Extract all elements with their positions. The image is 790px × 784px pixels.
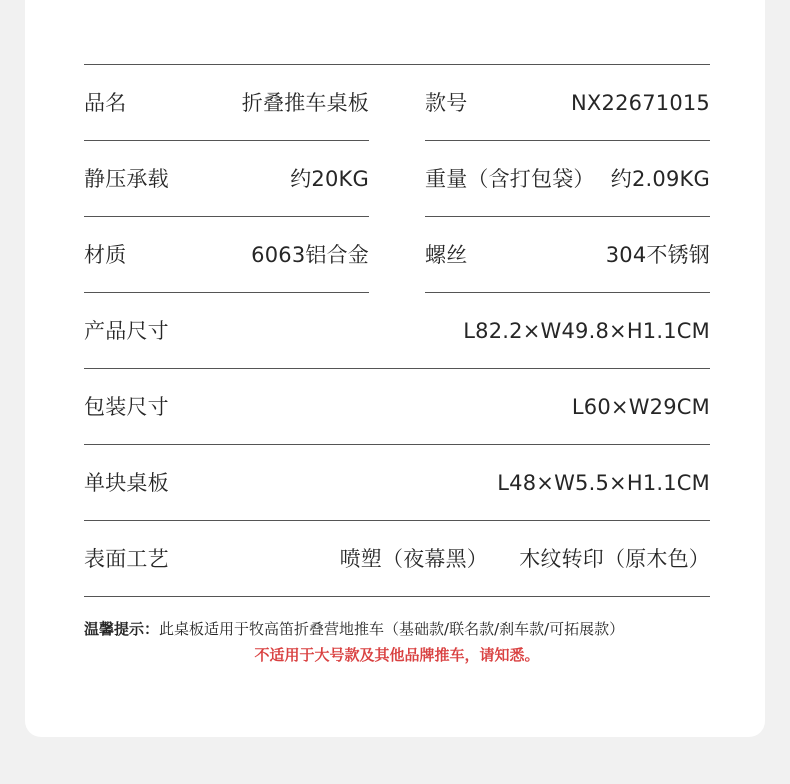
spec-label: 静压承载: [84, 166, 169, 191]
notice-warning: 不适用于大号款及其他品牌推车，请知悉。: [254, 646, 540, 664]
spec-value: L60×W29CM: [571, 394, 710, 419]
spec-cell-screw: [425, 217, 710, 293]
spec-row-finish: [84, 521, 710, 597]
spec-label: 螺丝: [425, 242, 468, 267]
spec-cell-weight: [425, 141, 710, 217]
spec-cell-name: [84, 65, 369, 141]
spec-value: 约2.09KG: [610, 166, 710, 191]
spec-cell-board: [84, 445, 710, 521]
spec-value: 约20KG: [290, 166, 369, 191]
notice-label: 温馨提示：: [84, 620, 160, 638]
spec-row-name-model: [84, 65, 710, 141]
spec-value-finish-black: 喷塑（夜幕黑）: [339, 546, 488, 571]
spec-value: NX22671015: [571, 90, 710, 115]
notice: [84, 618, 710, 666]
spec-cell-material: [84, 217, 369, 293]
spec-value: 折叠推车桌板: [241, 90, 369, 115]
spec-label: 单块桌板: [84, 470, 169, 495]
spec-label: 包装尺寸: [84, 394, 169, 419]
notice-text: 此桌板适用于牧高笛折叠营地推车（基础款/联名款/刹车款/可拓展款）: [159, 620, 625, 638]
spec-row-package: [84, 369, 710, 445]
spec-label: 重量（含打包袋）: [425, 166, 595, 191]
spec-label: 材质: [84, 242, 127, 267]
spec-value: L82.2×W49.8×H1.1CM: [463, 318, 710, 343]
notice-text-line: [84, 618, 710, 640]
spec-row-board: [84, 445, 710, 521]
spec-label: 品名: [84, 90, 127, 115]
spec-table: [84, 64, 710, 597]
spec-row-load-weight: [84, 141, 710, 217]
spec-cell-finish: [84, 521, 710, 597]
spec-cell-size: [84, 293, 710, 369]
spec-label: 款号: [425, 90, 468, 115]
spec-value-finish-wood: 木纹转印（原木色）: [519, 546, 710, 571]
spec-cell-package: [84, 369, 710, 445]
spec-label: 产品尺寸: [84, 318, 169, 343]
spec-cell-model: [425, 65, 710, 141]
spec-cell-load: [84, 141, 369, 217]
spec-row-material-screw: [84, 217, 710, 293]
spec-row-size: [84, 293, 710, 369]
spec-label: 表面工艺: [84, 546, 169, 571]
spec-value: 304不锈钢: [605, 242, 710, 267]
spec-value: 6063铝合金: [251, 242, 369, 267]
spec-value: L48×W5.5×H1.1CM: [497, 470, 710, 495]
